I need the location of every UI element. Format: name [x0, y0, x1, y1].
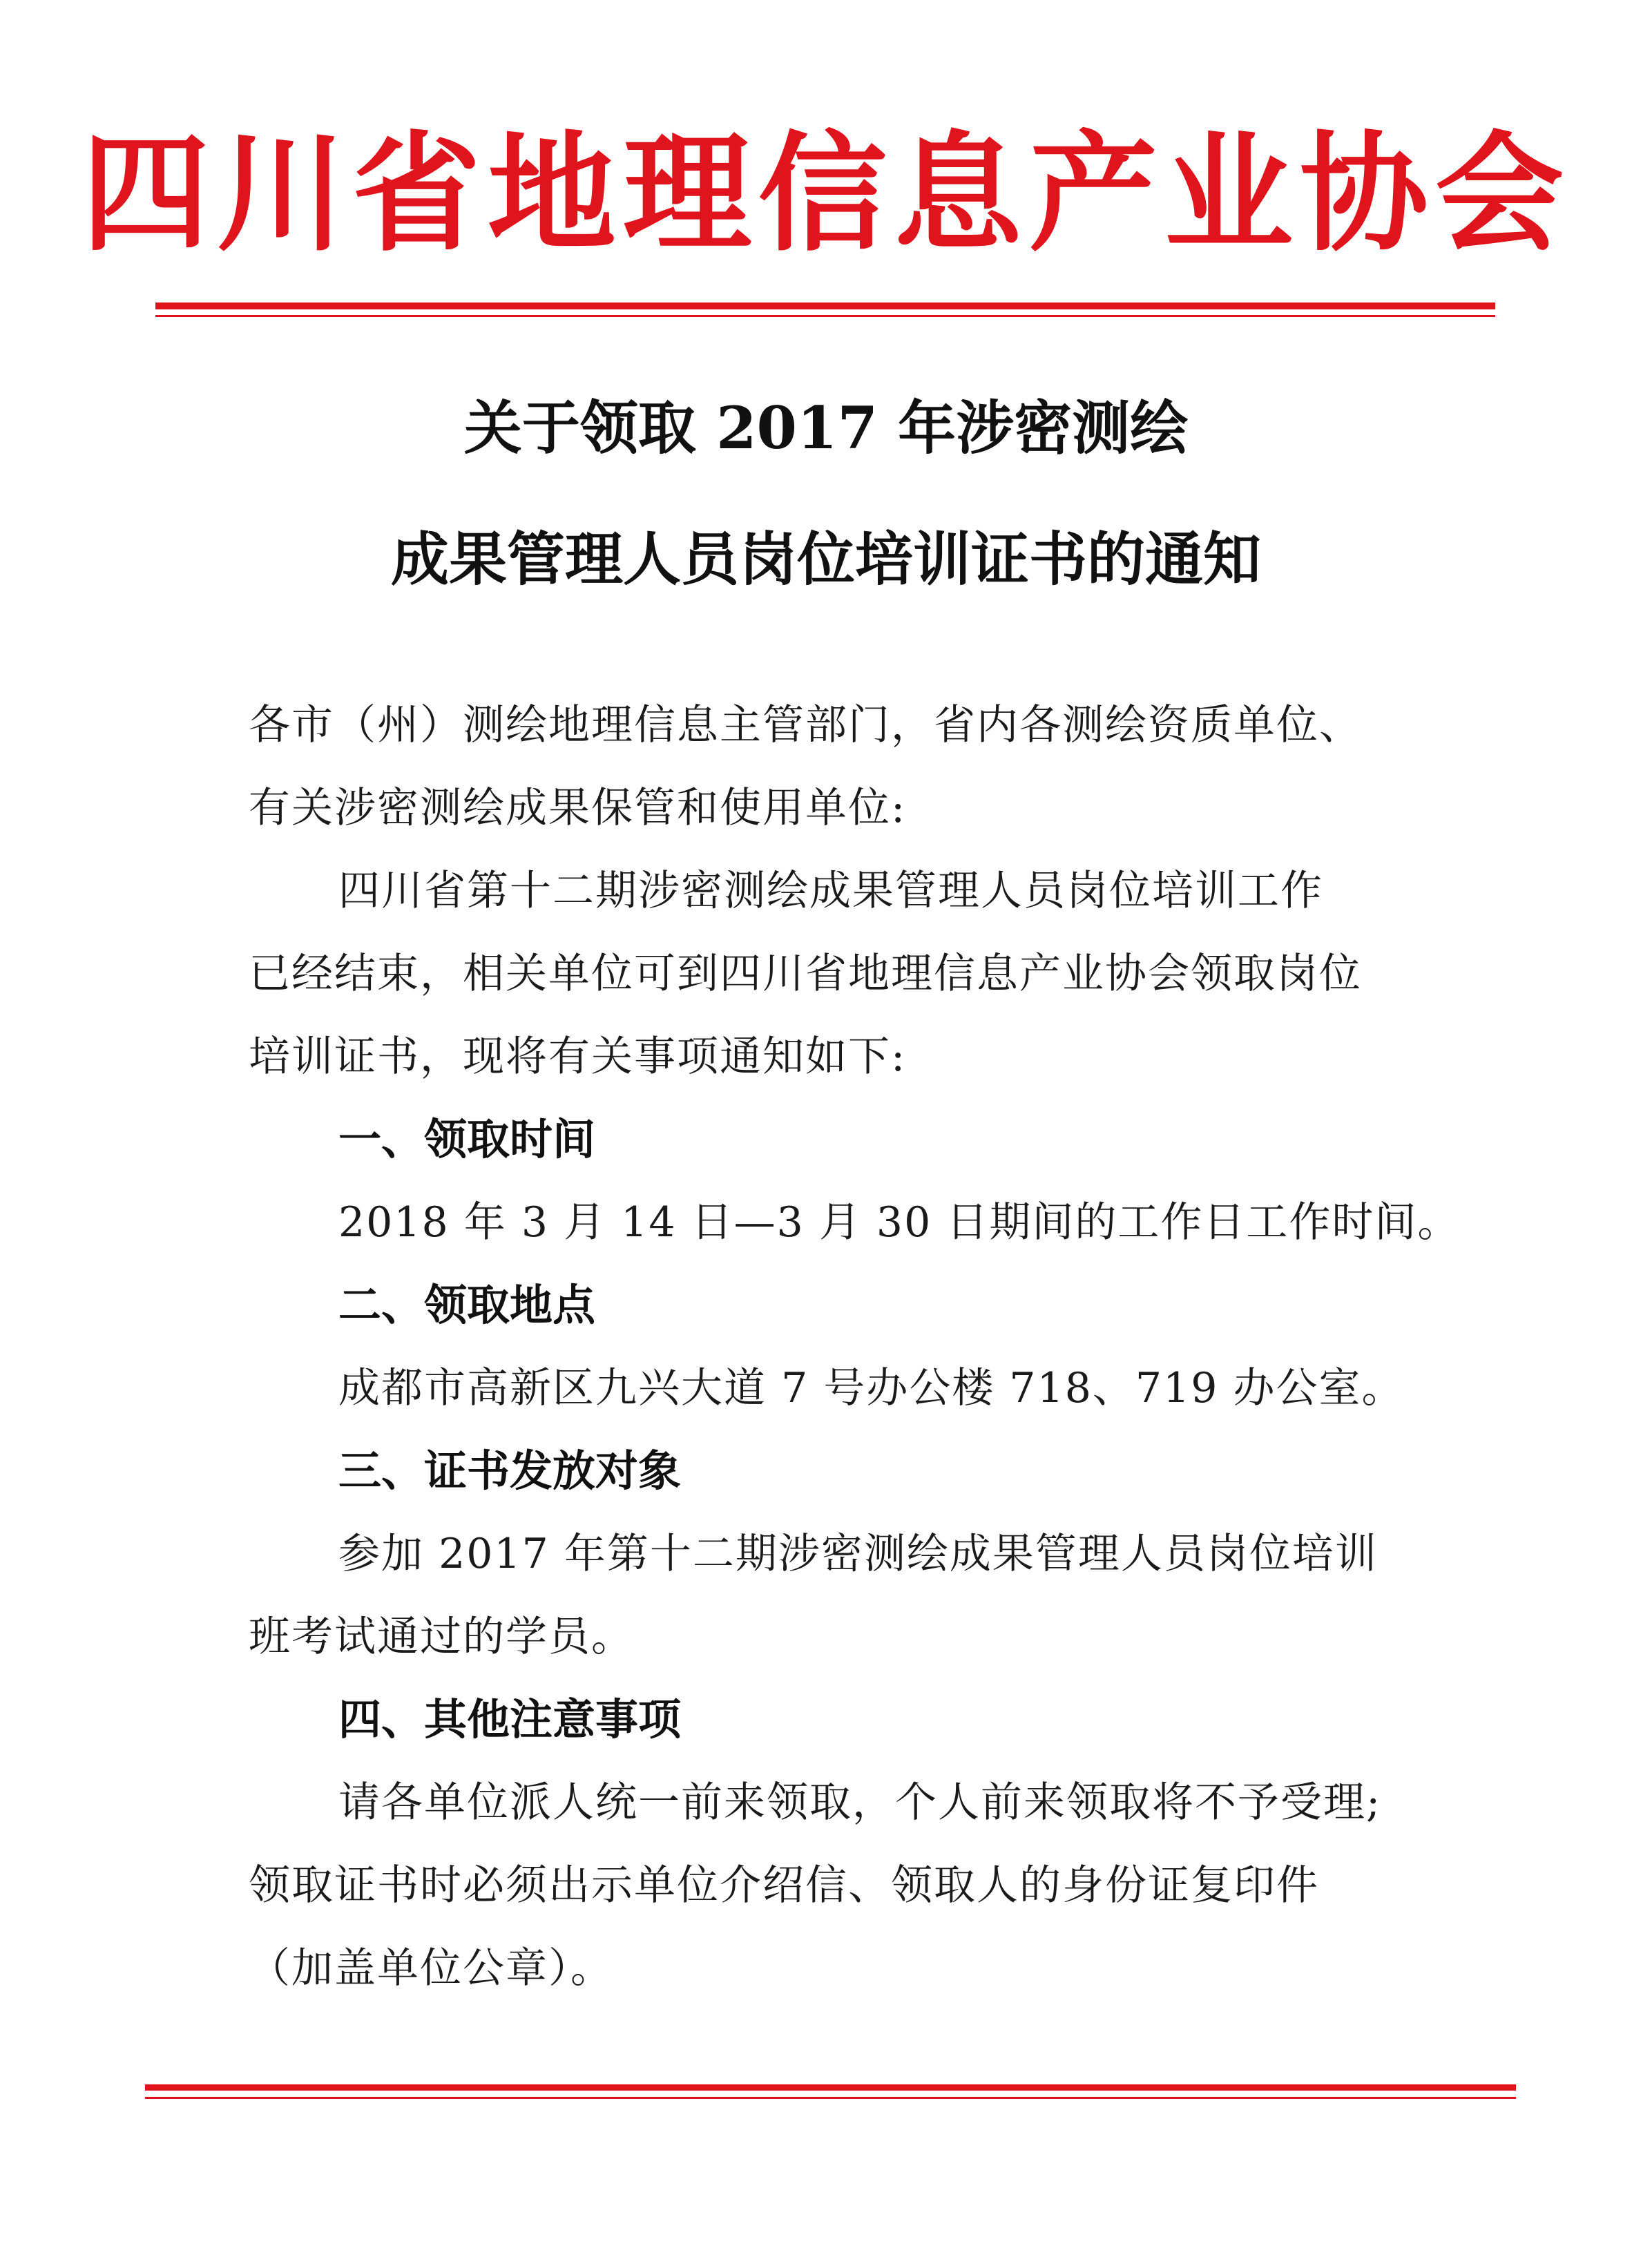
intro-line3: 培训证书，现将有关事项通知如下: [249, 1033, 907, 1081]
section-notes-line3: （加盖单位公章）。 [249, 1944, 613, 1993]
section-recipients-line1: 参加 2017 年第十二期涉密测绘成果管理人员岗位培训 [338, 1530, 1378, 1578]
letterhead-rule-thin [155, 315, 1495, 317]
addressee-line2: 有关涉密测绘成果保管和使用单位: [249, 784, 907, 832]
section-recipients-line2: 班考试通过的学员。 [249, 1613, 634, 1661]
section-heading-notes: 四、其他注意事项 [338, 1694, 682, 1745]
section-notes-line2: 领取证书时必须出示单位介绍信、领取人的身份证复印件 [249, 1861, 1319, 1910]
section-time-text: 2018 年 3 月 14 日—3 月 30 日期间的工作日工作时间。 [338, 1198, 1461, 1247]
addressee-line1: 各市（州）测绘地理信息主管部门，省内各测绘资质单位、 [249, 701, 1362, 749]
footer-rule-thin [145, 2097, 1516, 2099]
section-heading-time: 一、领取时间 [338, 1114, 596, 1164]
intro-line1: 四川省第十二期涉密测绘成果管理人员岗位培训工作 [338, 867, 1323, 915]
notice-title-line1: 关于领取 2017 年涉密测绘 [463, 394, 1189, 462]
section-notes-line1: 请各单位派人统一前来领取，个人前来领取将不予受理; [338, 1778, 1382, 1827]
section-heading-location: 二、领取地点 [338, 1280, 596, 1330]
footer-rule-thick [145, 2084, 1516, 2091]
notice-title-line2: 成果管理人员岗位培训证书的通知 [390, 525, 1261, 593]
section-heading-recipients: 三、证书发放对象 [338, 1446, 682, 1496]
intro-line2: 已经结束，相关单位可到四川省地理信息产业协会领取岗位 [249, 950, 1362, 998]
section-location-text: 成都市高新区九兴大道 7 号办公楼 718、719 办公室。 [338, 1364, 1405, 1412]
letterhead-org-name: 四川省地理信息产业协会 [81, 117, 1571, 269]
letterhead-rule-thick [155, 303, 1495, 309]
